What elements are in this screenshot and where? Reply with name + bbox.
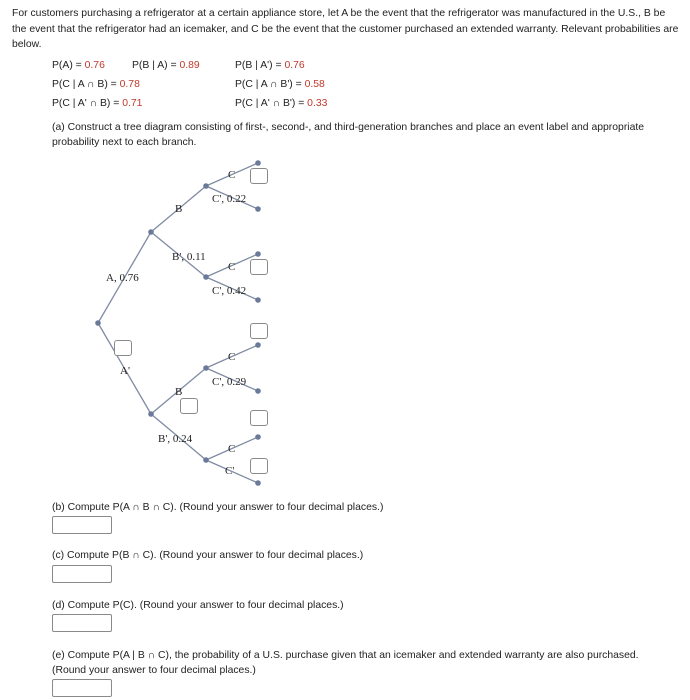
question-e: (e) Compute P(A | B ∩ C), the probability of a U.S. purchase given that an icemaker and extended warranty are also purchased. (Round your answer to four decimal places.)	[52, 650, 639, 676]
label-c2-prime: C', 0.42	[212, 285, 247, 297]
answer-box-leaf-6[interactable]	[250, 410, 268, 426]
label-c4: C	[228, 443, 236, 455]
node-a-prime	[148, 411, 154, 417]
answer-box-leaf-8[interactable]	[250, 458, 268, 474]
part-a-instructions: (a) Construct a tree diagram consisting of first-, second-, and third-generation branches and place an event label and appropriate probability next to each branch.	[52, 122, 645, 148]
problem-intro: For customers purchasing a refrigerator at a certain appliance store, let A be the event that the refrigerator was manufactured in the U.S., B be the event that the refrigerator had an icemaker, and C be the event that the customer purchased an extended warranty. Relevant probabilities are below.	[12, 8, 679, 50]
answer-input-b[interactable]	[52, 516, 112, 534]
label-c3: C	[228, 351, 236, 363]
leaf-1	[255, 160, 261, 166]
leaf-4	[255, 297, 261, 303]
answer-box-leaf-1[interactable]	[250, 168, 268, 184]
label-b-prime-top: B', 0.11	[172, 251, 206, 263]
node-a-prime-b-prime	[203, 457, 209, 463]
label-a-prime: A'	[120, 365, 130, 377]
prob-p-b-given-a: P(B | A) = 0.89	[132, 60, 200, 71]
answer-input-e[interactable]	[52, 679, 112, 697]
leaf-5	[255, 342, 261, 348]
prob-p-c-given-aprime-b: P(C | A' ∩ B) = 0.71	[52, 98, 143, 109]
prob-p-b-given-a-prime: P(B | A') = 0.76	[235, 60, 305, 71]
question-d: (d) Compute P(C). (Round your answer to four decimal places.)	[52, 600, 344, 611]
leaf-2	[255, 206, 261, 212]
node-a	[148, 229, 154, 235]
label-b-prime-bottom: B', 0.24	[158, 433, 193, 445]
prob-p-c-given-aprime-bprime: P(C | A' ∩ B') = 0.33	[235, 98, 328, 109]
leaf-6	[255, 388, 261, 394]
prob-p-c-given-a-bprime: P(C | A ∩ B') = 0.58	[235, 79, 325, 90]
question-b: (b) Compute P(A ∩ B ∩ C). (Round your answer to four decimal places.)	[52, 502, 384, 513]
question-c: (c) Compute P(B ∩ C). (Round your answer to four decimal places.)	[52, 550, 364, 561]
label-a: A, 0.76	[106, 272, 139, 284]
answer-input-c[interactable]	[52, 565, 112, 583]
leaf-8	[255, 480, 261, 486]
label-b-bottom: B	[175, 386, 183, 398]
prob-p-a: P(A) = 0.76	[52, 60, 105, 71]
leaf-3	[255, 251, 261, 257]
prob-p-c-given-a-b: P(C | A ∩ B) = 0.78	[52, 79, 140, 90]
node-ab-prime	[203, 274, 209, 280]
label-c1-prime: C', 0.22	[212, 193, 247, 205]
label-c2: C	[228, 261, 236, 273]
answer-input-d[interactable]	[52, 614, 112, 632]
leaf-7	[255, 434, 261, 440]
answer-box-leaf-3[interactable]	[250, 259, 268, 275]
label-c1: C	[228, 169, 236, 181]
label-c3-prime: C', 0.29	[212, 376, 247, 388]
answer-box-leaf-5[interactable]	[250, 323, 268, 339]
node-a-prime-b	[203, 365, 209, 371]
answer-box-a-prime-prob[interactable]	[114, 340, 132, 356]
node-root	[95, 320, 101, 326]
node-ab	[203, 183, 209, 189]
label-c4-prime: C'	[225, 465, 235, 477]
answer-box-b-bottom-prob[interactable]	[180, 398, 198, 414]
label-b-top: B	[175, 203, 183, 215]
